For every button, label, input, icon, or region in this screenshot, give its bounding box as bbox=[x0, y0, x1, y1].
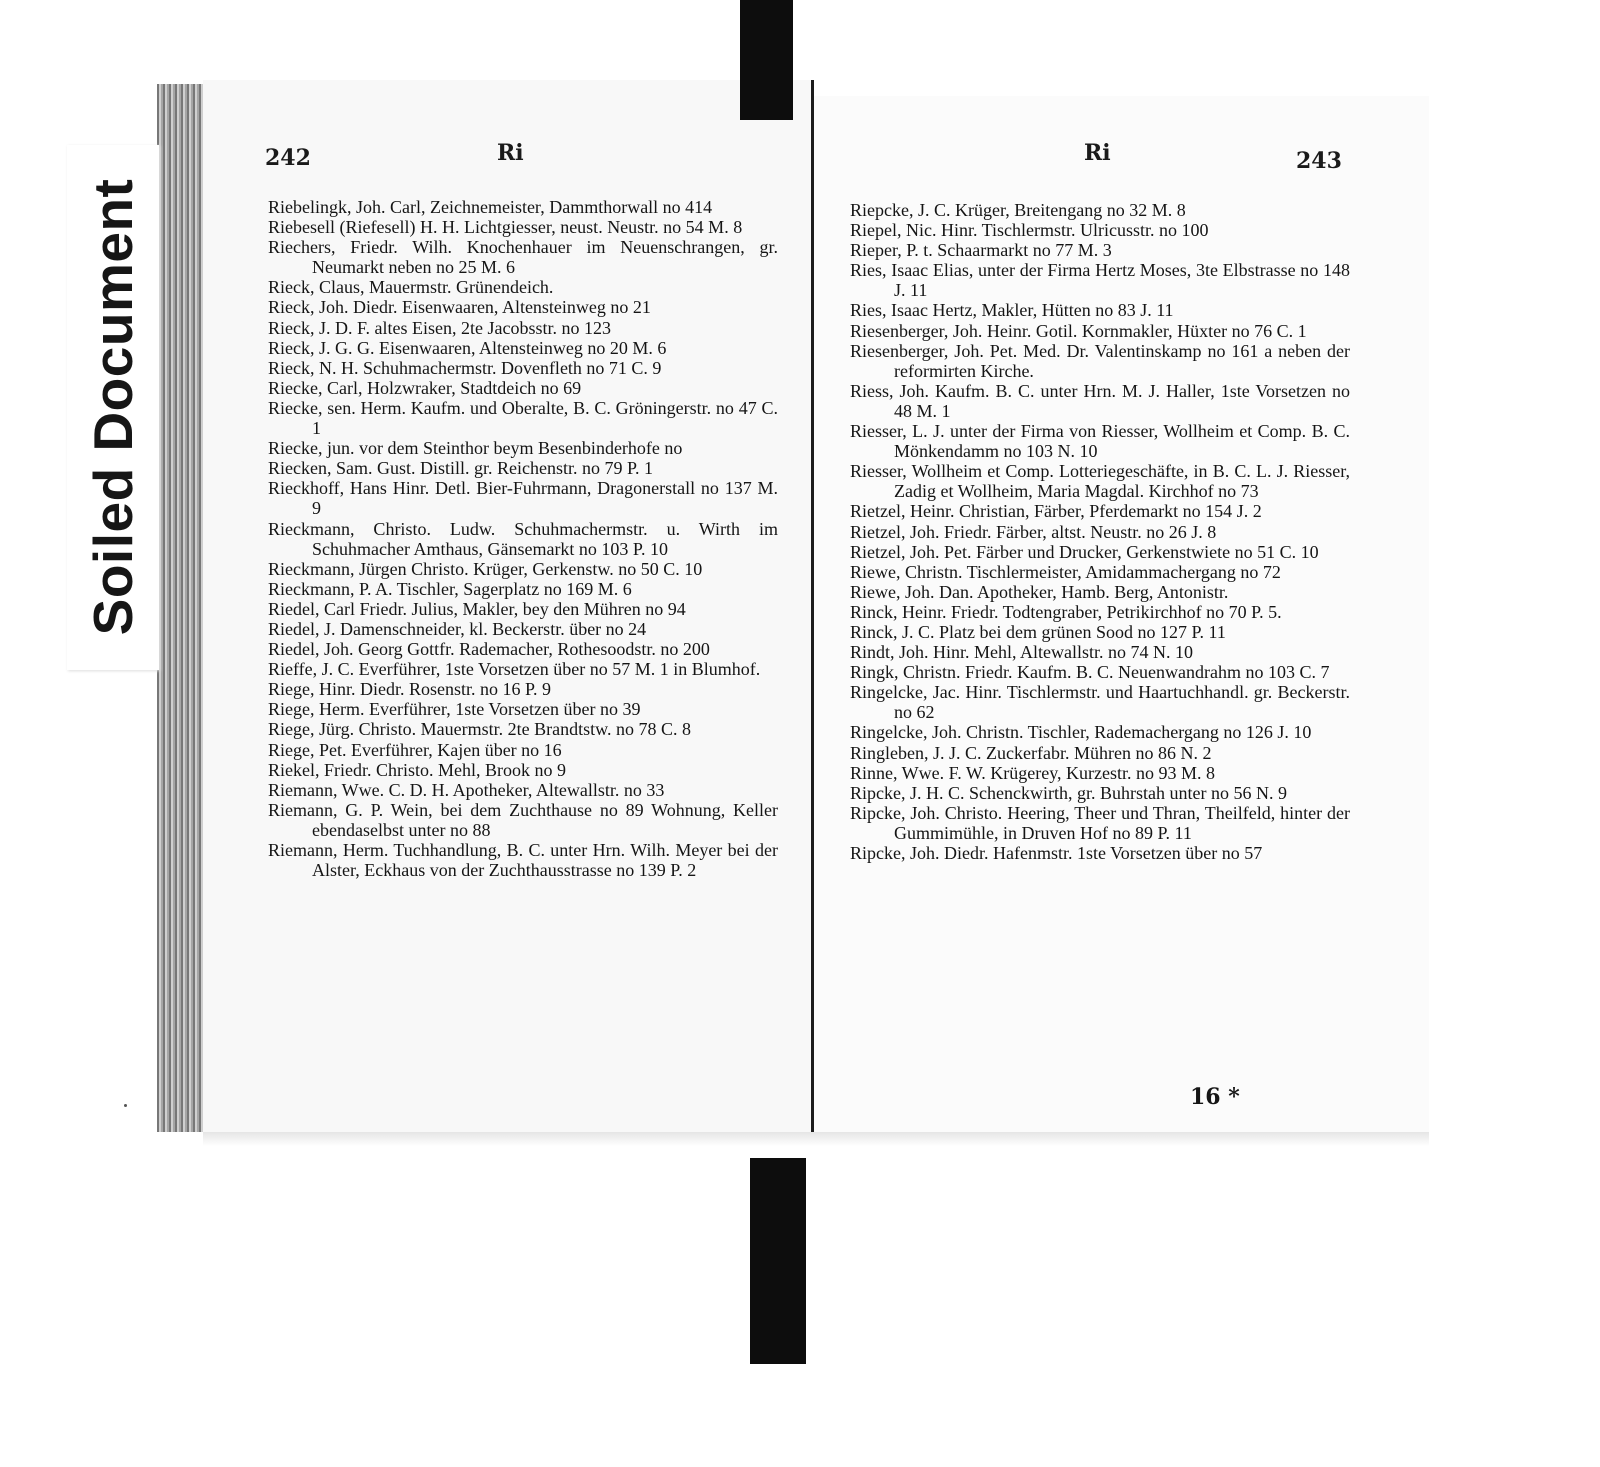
directory-entry: Rieckmann, Jürgen Christo. Krüger, Gerkenstw. no 50 C. 10 bbox=[268, 558, 703, 579]
directory-entry: Rindt, Joh. Hinr. Mehl, Altewallstr. no 74 N. 10 bbox=[850, 642, 1194, 663]
directory-entry: Riecke, Carl, Holzwraker, Stadtdeich no 69 bbox=[268, 377, 582, 398]
directory-entry: Riekel, Friedr. Christo. Mehl, Brook no 9 bbox=[268, 759, 566, 780]
directory-entry: Rieck, Joh. Diedr. Eisenwaaren, Altensteinweg no 21 bbox=[268, 297, 651, 318]
directory-entry: Ringelcke, Jac. Hinr. Tischlermstr. und Haartuchhandl. gr. Beckerstr. no 62 bbox=[850, 682, 1350, 723]
directory-entry: Ries, Isaac Hertz, Makler, Hütten no 83 J. 11 bbox=[850, 300, 1174, 321]
left-directory-column bbox=[268, 197, 778, 880]
directory-entry: Riemann, Wwe. C. D. H. Apotheker, Altewallstr. no 33 bbox=[268, 779, 665, 800]
directory-entry: Riege, Pet. Everführer, Kajen über no 16 bbox=[268, 739, 562, 760]
directory-entry: Riesenberger, Joh. Heinr. Gotil. Kornmakler, Hüxter no 76 C. 1 bbox=[850, 320, 1307, 341]
directory-entry: Riesenberger, Joh. Pet. Med. Dr. Valentinskamp no 161 a neben der reformirten Kirche. bbox=[850, 340, 1350, 381]
signature-mark: 16 * bbox=[1190, 1084, 1240, 1110]
left-running-head: Ri bbox=[497, 140, 524, 166]
directory-entry: Ripcke, Joh. Christo. Heering, Theer und Thran, Theilfeld, hinter der Gummimühle, in Druven Hof no 89 P. 11 bbox=[850, 802, 1350, 843]
directory-entry: Rietzel, Joh. Pet. Färber und Drucker, Gerkenstwiete no 51 C. 10 bbox=[850, 541, 1319, 562]
directory-entry: Riewe, Christn. Tischlermeister, Amidammachergang no 72 bbox=[850, 561, 1281, 582]
directory-entry: Rinne, Wwe. F. W. Krügerey, Kurzestr. no 93 M. 8 bbox=[850, 762, 1216, 783]
directory-entry: Riedel, Joh. Georg Gottfr. Rademacher, Rothesoodstr. no 200 bbox=[268, 639, 710, 660]
directory-entry: Riecke, jun. vor dem Steinthor beym Besenbinderhofe no bbox=[268, 438, 683, 459]
directory-entry: Ripcke, Joh. Diedr. Hafenmstr. 1ste Vorsetzen über no 57 bbox=[850, 843, 1263, 863]
directory-entry: Riege, Hinr. Diedr. Rosenstr. no 16 P. 9 bbox=[268, 679, 551, 700]
directory-entry: Rietzel, Heinr. Christian, Färber, Pferdemarkt no 154 J. 2 bbox=[850, 501, 1262, 522]
directory-entry: Rieckmann, P. A. Tischler, Sagerplatz no 169 M. 6 bbox=[268, 578, 632, 599]
directory-entry: Riewe, Joh. Dan. Apotheker, Hamb. Berg, Antonistr. bbox=[850, 581, 1229, 602]
directory-entry: Riesser, Wollheim et Comp. Lotteriegeschäfte, in B. C. L. J. Riesser, Zadig et Wollheim, Maria Magdal. Kirchhof no 73 bbox=[850, 461, 1350, 502]
directory-entry: Rinck, Heinr. Friedr. Todtengraber, Petrikirchhof no 70 P. 5. bbox=[850, 601, 1282, 622]
directory-entry: Rieffe, J. C. Everführer, 1ste Vorsetzen über no 57 M. 1 in Blumhof. bbox=[268, 659, 761, 680]
directory-entry: Riedel, J. Damenschneider, kl. Beckerstr. über no 24 bbox=[268, 618, 647, 639]
directory-entry: Rieck, J. D. F. altes Eisen, 2te Jacobsstr. no 123 bbox=[268, 317, 612, 338]
page-bottom-shadow bbox=[203, 1132, 1429, 1146]
directory-entry: Rinck, J. C. Platz bei dem grünen Sood no 127 P. 11 bbox=[850, 621, 1226, 642]
directory-entry: Rieper, P. t. Schaarmarkt no 77 M. 3 bbox=[850, 240, 1112, 261]
binding-strip-bottom bbox=[750, 1158, 806, 1364]
directory-entry: Riedel, Carl Friedr. Julius, Makler, bey den Mühren no 94 bbox=[268, 598, 686, 619]
soiled-document-stamp bbox=[67, 145, 159, 670]
directory-entry: Riesser, L. J. unter der Firma von Riesser, Wollheim et Comp. B. C. Mönkendamm no 103 N. 10 bbox=[850, 421, 1350, 462]
directory-entry: Riege, Jürg. Christo. Mauermstr. 2te Brandtstw. no 78 C. 8 bbox=[268, 719, 691, 740]
directory-entry: Riebesell (Riefesell) H. H. Lichtgiesser, neust. Neustr. no 54 M. 8 bbox=[268, 217, 743, 238]
directory-entry: Ries, Isaac Elias, unter der Firma Hertz Moses, 3te Elbstrasse no 148 J. 11 bbox=[850, 260, 1350, 301]
directory-entry: Rieck, J. G. G. Eisenwaaren, Altensteinweg no 20 M. 6 bbox=[268, 337, 667, 358]
directory-entry: Riechers, Friedr. Wilh. Knochenhauer im Neuenschrangen, gr. Neumarkt neben no 25 M. 6 bbox=[268, 237, 778, 278]
directory-entry: Riecken, Sam. Gust. Distill. gr. Reichenstr. no 79 P. 1 bbox=[268, 458, 653, 479]
directory-entry: Riemann, Herm. Tuchhandlung, B. C. unter Hrn. Wilh. Meyer bei der Alster, Eckhaus von der Zuchthausstrasse no 139 P. 2 bbox=[268, 840, 778, 881]
directory-entry: Riemann, G. P. Wein, bei dem Zuchthause no 89 Wohnung, Keller ebendaselbst unter no 88 bbox=[268, 799, 778, 840]
directory-entry: Rieck, N. H. Schuhmachermstr. Dovenfleth no 71 C. 9 bbox=[268, 357, 662, 378]
directory-entry: Ringelcke, Joh. Christn. Tischler, Rademachergang no 126 J. 10 bbox=[850, 722, 1312, 743]
binding-strip-top bbox=[740, 0, 793, 120]
directory-entry: Ringleben, J. J. C. Zuckerfabr. Mühren no 86 N. 2 bbox=[850, 742, 1212, 763]
directory-entry: Rieckmann, Christo. Ludw. Schuhmachermstr. u. Wirth im Schuhmacher Amthaus, Gänsemarkt no 103 P. 10 bbox=[268, 518, 778, 559]
stamp-label: Soiled Document bbox=[82, 178, 144, 636]
directory-entry: Riess, Joh. Kaufm. B. C. unter Hrn. M. J. Haller, 1ste Vorsetzen no 48 M. 1 bbox=[850, 380, 1350, 421]
right-directory-column bbox=[850, 200, 1350, 863]
directory-entry: Rieck, Claus, Mauermstr. Grünendeich. bbox=[268, 277, 554, 298]
left-page-number: 242 bbox=[265, 145, 311, 171]
book-page-edges bbox=[157, 84, 207, 1132]
dust-speck bbox=[124, 1104, 127, 1107]
directory-entry: Riepel, Nic. Hinr. Tischlermstr. Ulricusstr. no 100 bbox=[850, 220, 1209, 241]
directory-entry: Riepcke, J. C. Krüger, Breitengang no 32 M. 8 bbox=[850, 200, 1186, 220]
directory-entry: Riebelingk, Joh. Carl, Zeichnemeister, Dammthorwall no 414 bbox=[268, 197, 713, 217]
directory-entry: Riecke, sen. Herm. Kaufm. und Oberalte, B. C. Gröningerstr. no 47 C. 1 bbox=[268, 397, 778, 439]
directory-entry: Ringk, Christn. Friedr. Kaufm. B. C. Neuenwandrahm no 103 C. 7 bbox=[850, 662, 1330, 683]
right-page-number: 243 bbox=[1296, 148, 1342, 174]
directory-entry: Riege, Herm. Everführer, 1ste Vorsetzen über no 39 bbox=[268, 699, 641, 720]
directory-entry: Rietzel, Joh. Friedr. Färber, altst. Neustr. no 26 J. 8 bbox=[850, 521, 1217, 542]
directory-entry: Ripcke, J. H. C. Schenckwirth, gr. Buhrstah unter no 56 N. 9 bbox=[850, 782, 1287, 803]
directory-entry: Rieckhoff, Hans Hinr. Detl. Bier-Fuhrmann, Dragonerstall no 137 M. 9 bbox=[268, 478, 778, 519]
right-running-head: Ri bbox=[1084, 140, 1111, 166]
